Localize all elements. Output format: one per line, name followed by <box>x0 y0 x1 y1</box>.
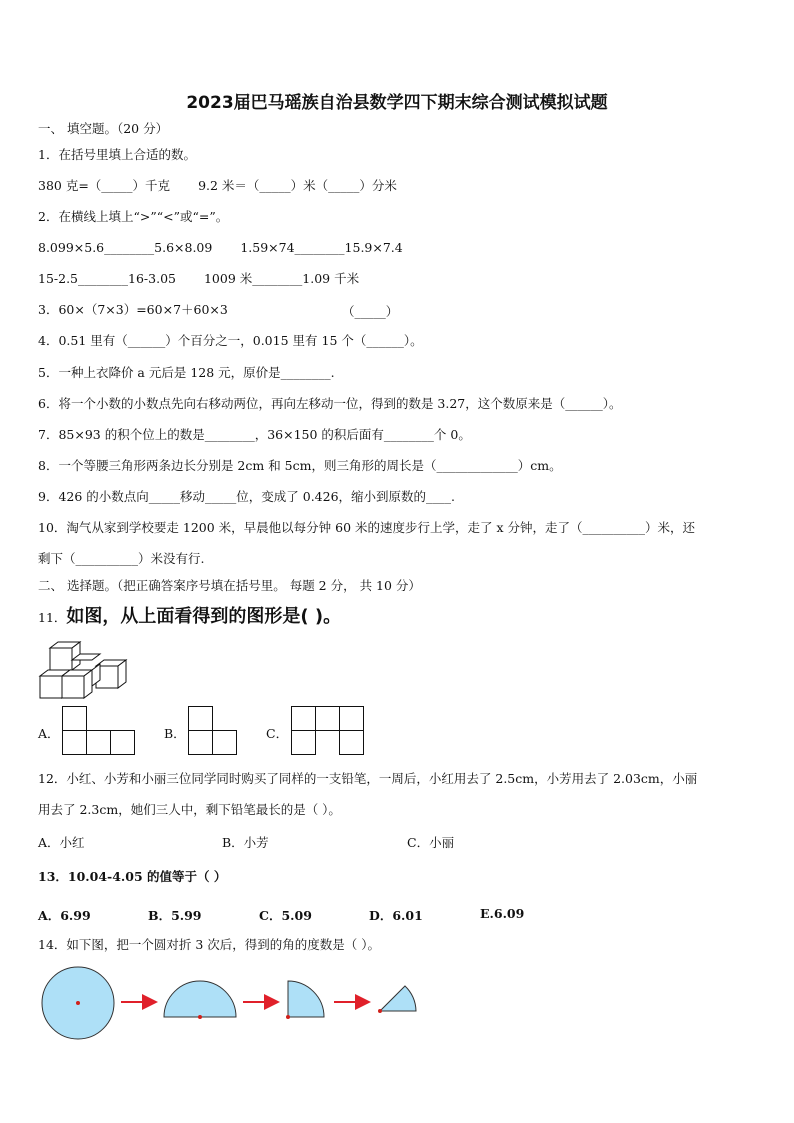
q7-text: 7．85×93 的积个位上的数是________，36×150 的积后面有________个 0。 <box>38 427 471 442</box>
q11-option-b-figure <box>188 706 240 756</box>
q11-text: 如图，从上面看得到的图形是( )。 <box>66 606 342 627</box>
section1-heading: 一、 填空题。（20 分） <box>38 121 169 136</box>
q12-option-b: B．小芳 <box>222 835 269 850</box>
q11-option-a-label: A． <box>38 726 60 741</box>
q11-question <box>38 606 341 629</box>
q12-line2: 用去了 2.3cm，她们三人中，剩下铅笔最长的是（ ）。 <box>38 802 341 817</box>
q10-line2: 剩下（__________）米没有行. <box>38 551 205 566</box>
q2-row1-a: 8.099×5.6________5.6×8.09 <box>38 240 213 255</box>
q2-row2-a: 15-2.5________16-3.05 <box>38 271 176 286</box>
q13-option-e: E.6.09 <box>480 906 525 921</box>
q1-part-b: 9.2 米＝（_____）米（_____）分米 <box>198 178 397 193</box>
q2-row2-b: 1009 米________1.09 千米 <box>203 271 360 286</box>
q14-eighth-dot <box>378 1009 382 1013</box>
q13-option-d: D．6.01 <box>369 908 423 923</box>
q2-row2 <box>38 271 359 287</box>
q11-option-c-label: C． <box>266 726 289 741</box>
q13-option-b: B．5.99 <box>148 908 202 923</box>
q11-cubes-figure <box>38 640 128 700</box>
q4-text: 4．0.51 里有（______）个百分之一，0.015 里有 15 个（______）。 <box>38 333 423 348</box>
q11-option-c-figure <box>291 706 369 756</box>
q2-row1 <box>38 240 403 256</box>
q2-row1-b: 1.59×74________15.9×7.4 <box>240 240 403 255</box>
q12-option-a: A．小红 <box>38 835 85 850</box>
q3-blank: （_____） <box>342 304 399 319</box>
q5-text: 5．一种上衣降价 a 元后是 128 元，原价是________. <box>38 365 335 380</box>
q13-text: 13．10.04-4.05 的值等于（ ） <box>38 869 227 884</box>
q11-option-a-figure <box>62 706 137 756</box>
page-title: 2023届巴马瑶族自治县数学四下期末综合测试模拟试题 <box>186 93 608 113</box>
q11-number: 11． <box>38 610 67 625</box>
q1-answers <box>38 178 397 194</box>
q11-option-b-label: B． <box>164 726 186 741</box>
q13-option-a: A．6.99 <box>38 908 91 923</box>
q9-text: 9．426 的小数点向_____移动_____位，变成了 0.426，缩小到原数的____. <box>38 489 456 504</box>
q14-text: 14．如下图，把一个圆对折 3 次后，得到的角的度数是（ ）。 <box>38 937 381 952</box>
q14-quarter-dot <box>286 1015 290 1019</box>
section2-heading: 二、 选择题。（把正确答案序号填在括号里。 每题 2 分， 共 10 分） <box>38 578 421 593</box>
q10-line1: 10．淘气从家到学校要走 1200 米，早晨他以每分钟 60 米的速度步行上学，走了 x 分钟，走了（__________）米，还 <box>38 520 696 535</box>
q2-text: 2．在横线上填上“>”“<”或“=”。 <box>38 209 229 224</box>
q14-eighth-circle <box>380 986 416 1011</box>
q14-half-dot <box>198 1015 202 1019</box>
q13-option-c: C．5.09 <box>259 908 312 923</box>
q14-center-dot <box>76 1001 80 1005</box>
q14-half-circle <box>164 981 236 1017</box>
q6-text: 6．将一个小数的小数点先向右移动两位，再向左移动一位，得到的数是 3.27，这个数原来是（______）。 <box>38 396 622 411</box>
q1-part-a: 380 克=（_____）千克 <box>38 178 171 193</box>
q1-text: 1．在括号里填上合适的数。 <box>38 147 196 162</box>
q12-option-c: C．小丽 <box>407 835 455 850</box>
q8-text: 8．一个等腰三角形两条边长分别是 2cm 和 5cm，则三角形的周长是（_____________）cm。 <box>38 458 562 473</box>
q12-line1: 12．小红、小芳和小丽三位同学同时购买了同样的一支铅笔，一周后，小红用去了 2.5cm，小芳用去了 2.03cm，小丽 <box>38 771 698 786</box>
q14-quarter-circle <box>288 981 324 1017</box>
q14-folding-figure <box>38 965 428 1045</box>
q3-text: 3．60×（7×3）=60×7＋60×3 <box>38 302 228 317</box>
